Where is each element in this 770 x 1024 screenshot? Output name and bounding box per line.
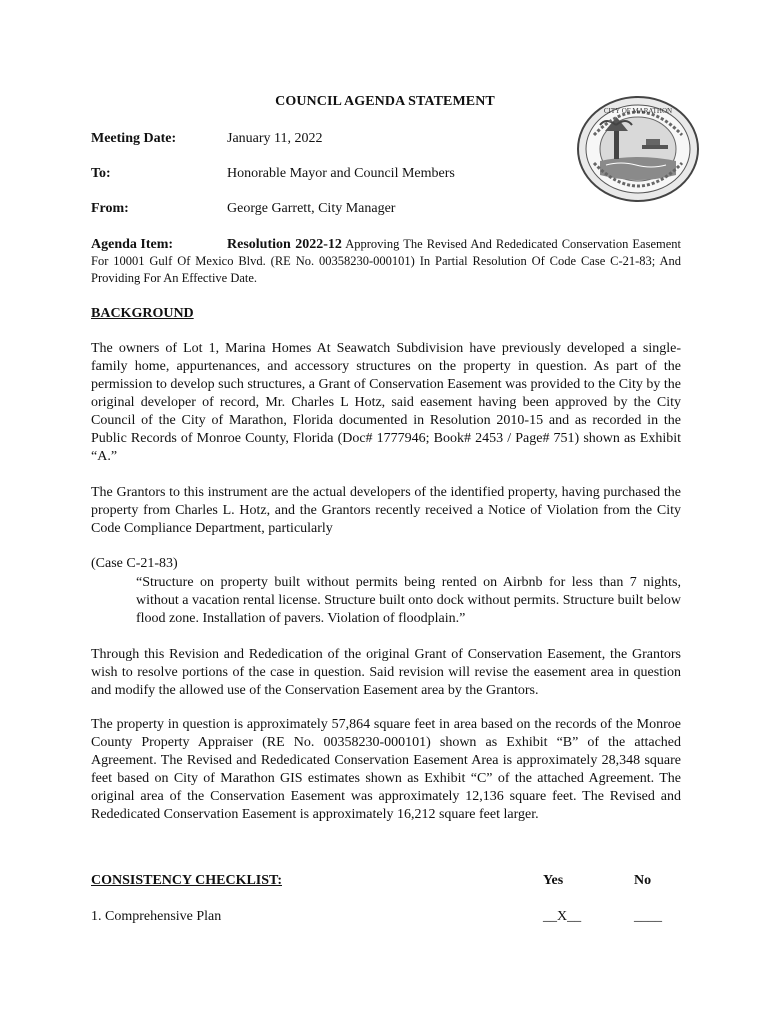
to-value: Honorable Mayor and Council Members bbox=[227, 166, 455, 181]
background-paragraph-2: The Grantors to this instrument are the actual developers of the identified property, having purchased the property from Charles L. Hotz, and the Grantors recently received a Notice of Violation from the City Code Compliance Department, particularly bbox=[91, 485, 681, 536]
from-row bbox=[91, 201, 395, 217]
violation-quote: “Structure on property built without permits being rented on Airbnb for less than 7 nights, without a vacation rental license. Structure built onto dock without permits. Structure built below flood zone. Installation of pavers. Violation of floodplain.” bbox=[136, 575, 681, 626]
checklist-item-no: ____ bbox=[634, 909, 662, 924]
case-label: (Case C-21-83) bbox=[91, 556, 178, 571]
checklist-item-yes: __X__ bbox=[543, 909, 582, 924]
meeting-date-value: January 11, 2022 bbox=[227, 131, 323, 146]
agenda-item-text: Approving The Revised And Rededicated Conservation Easement For 10001 Gulf Of Mexico Blvd. (RE No. 00358230-000101) In Partial Resolution Of Code Case C-21-83; And Providing For An Effective Date. bbox=[91, 237, 682, 285]
checklist-yes-header: Yes bbox=[543, 873, 564, 888]
from-value: George Garrett, City Manager bbox=[227, 201, 396, 216]
meeting-date-label: Meeting Date: bbox=[91, 131, 177, 146]
background-paragraph-3: Through this Revision and Rededication of the original Grant of Conservation Easement, the Grantors wish to resolve portions of the case in question. Said revision will revise the easement area in question and modify the allowed use of the Conservation Easement area by the Grantors. bbox=[91, 647, 681, 698]
agenda-resolution: Resolution 2022-12 bbox=[227, 237, 342, 252]
background-paragraph-1: The owners of Lot 1, Marina Homes At Seawatch Subdivision have previously developed a single-family home, appurtenances, and accessory structures on the property in question. As part of the permission to develop such structures, a Grant of Conservation Easement was provided to the City by the original developer of record, Mr. Charles L Hotz, said easement having been approved by the City Council of the City of Marathon, Florida documented in Resolution 2010-15 and as recorded in the Public Records of Monroe County, Florida (Doc# 1777946; Book# 2453 / Page# 751) shown as Exhibit “A.” bbox=[91, 341, 681, 464]
city-seal-icon bbox=[576, 95, 700, 203]
background-paragraph-4: The property in question is approximately 57,864 square feet in area based on the records of the Monroe County Property Appraiser (RE No. 00358230-000101) shown as Exhibit “B” of the attached Agreement. The Revised and Rededicated Conservation Easement Area is approximately 28,348 square feet based on City of Marathon GIS estimates shown as Exhibit “C” of the attached Agreement. The original area of the Conservation Easement was approximately 12,136 square feet. The Revised and Rededicated Conservation Easement is approximately 16,212 square feet larger. bbox=[91, 717, 681, 822]
meeting-date-row bbox=[91, 131, 323, 147]
background-heading: BACKGROUND bbox=[91, 306, 194, 321]
agenda-item bbox=[91, 236, 681, 287]
checklist-no-header: No bbox=[634, 873, 652, 888]
from-label: From: bbox=[91, 201, 129, 216]
to-row bbox=[91, 166, 455, 182]
checklist-heading: CONSISTENCY CHECKLIST: bbox=[91, 873, 282, 888]
checklist-item-label: 1. Comprehensive Plan bbox=[91, 909, 222, 924]
to-label: To: bbox=[91, 166, 111, 181]
agenda-item-label: Agenda Item: bbox=[91, 237, 174, 252]
seal-text: CITY OF MARATHON bbox=[603, 107, 673, 115]
page-title: COUNCIL AGENDA STATEMENT bbox=[275, 94, 495, 109]
